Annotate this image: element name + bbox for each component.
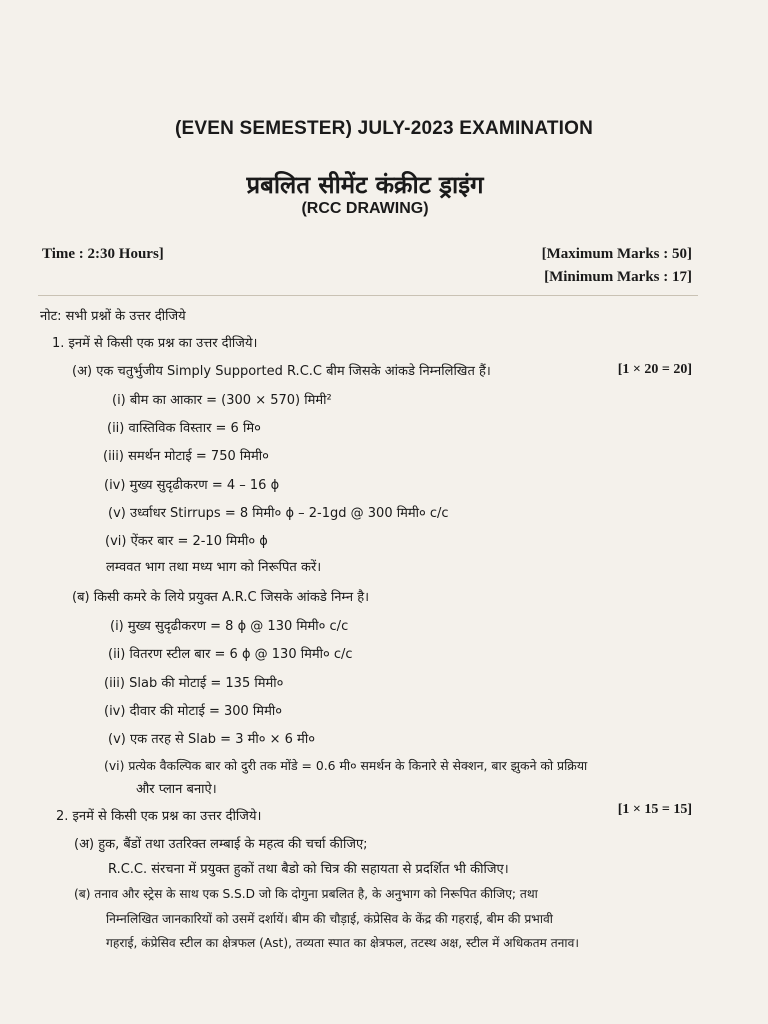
- q2-heading: 2. इनमें से किसी एक प्रश्न का उत्तर दीजिये।: [56, 809, 262, 824]
- q2-part-a-line1: (अ) हुक, बैंडों तथा उतरिक्त लम्बाई के महत्व की चर्चा कीजिए;: [74, 837, 368, 852]
- q1b-item-iii: (iii) Slab की मोटाई = 135 मिमी०: [104, 676, 284, 691]
- q1a-item-i: (i) बीम का आकार = (300 × 570) मिमी²: [112, 393, 332, 408]
- q1a-item-vi: (vi) ऐंकर बार = 2-10 मिमी० ϕ: [105, 534, 268, 549]
- q1a-closing: लम्ववत भाग तथा मध्य भाग को निरूपित करें।: [106, 560, 322, 575]
- q2-marks: [1 × 15 = 15]: [617, 802, 692, 817]
- q1-part-a-intro: (अ) एक चतुर्भुजीय Simply Supported R.C.C बीम जिसके आंकडे निम्नलिखित हैं।: [72, 364, 491, 379]
- q2-part-a-line2: R.C.C. संरचना में प्रयुक्त हुकों तथा बैडो को चित्र की सहायता से प्रदर्शित भी कीजिए।: [108, 862, 509, 877]
- exam-title: (EVEN SEMESTER) JULY-2023 EXAMINATION: [174, 118, 594, 139]
- time-allowed: Time : 2:30 Hours]: [42, 246, 164, 262]
- q2-part-b-line2: निम्नलिखित जानकारियों को उसमें दर्शायें। बीम की चौड़ाई, कंप्रेसिव के केंद्र की गहराई, बीम की प्रभावी: [106, 912, 553, 926]
- subject-title-hindi: प्रबलित सीमेंट कंक्रीट ड्राइंग: [246, 171, 484, 199]
- q2-part-b-line3: गहराई, कंप्रेसिव स्टील का क्षेत्रफल (Ast), तव्यता स्पात का क्षेत्रफल, तटस्थ अक्ष, स्टील में अधिकतम तनाव।: [106, 936, 579, 950]
- q1b-item-i: (i) मुख्य सुदृढीकरण = 8 ϕ @ 130 मिमी० c/c: [110, 619, 349, 634]
- q1b-item-iv: (iv) दीवार की मोटाई = 300 मिमी०: [104, 704, 282, 719]
- q1-marks: [1 × 20 = 20]: [617, 362, 692, 377]
- q1-heading: 1. इनमें से किसी एक प्रश्न का उत्तर दीजिये।: [52, 336, 258, 351]
- maximum-marks: [Maximum Marks : 50]: [541, 246, 692, 262]
- q1b-item-vi: (vi) प्रत्येक वैकल्पिक बार को दुरी तक मोंडे = 0.6 मी० समर्थन के किनारे से सेक्शन, बार झुकने को प्रक्रिया: [104, 758, 588, 773]
- q1b-item-ii: (ii) वितरण स्टील बार = 6 ϕ @ 130 मिमी० c/c: [108, 647, 353, 662]
- q1a-item-iv: (iv) मुख्य सुदृढीकरण = 4 – 16 ϕ: [104, 478, 280, 493]
- q1b-item-v: (v) एक तरह से Slab = 3 मी० × 6 मी०: [108, 732, 315, 747]
- subject-title-english: (RCC DRAWING): [301, 200, 429, 217]
- q1a-item-iii: (iii) समर्थन मोटाई = 750 मिमी०: [103, 449, 269, 464]
- q2-part-b-line1: (ब) तनाव और स्ट्रेस के साथ एक S.S.D जो कि दोगुना प्रबलित है, के अनुभाग को निरूपित कीजिए; तथा: [74, 887, 538, 901]
- note: नोट: सभी प्रश्नों के उत्तर दीजिये: [40, 309, 186, 324]
- minimum-marks: [Minimum Marks : 17]: [544, 269, 692, 285]
- q1-part-b-intro: (ब) किसी कमरे के लिये प्रयुक्त A.R.C जिसके आंकडे निम्न है।: [72, 590, 370, 605]
- q1a-item-v: (v) उर्ध्वाधर Stirrups = 8 मिमी० ϕ – 2-1gd @ 300 मिमी० c/c: [108, 506, 449, 521]
- divider: [38, 295, 698, 296]
- q1b-item-vi-cont: और प्लान बनाऐ।: [136, 782, 217, 797]
- q1a-item-ii: (ii) वास्तिविक विस्तार = 6 मि०: [107, 421, 261, 436]
